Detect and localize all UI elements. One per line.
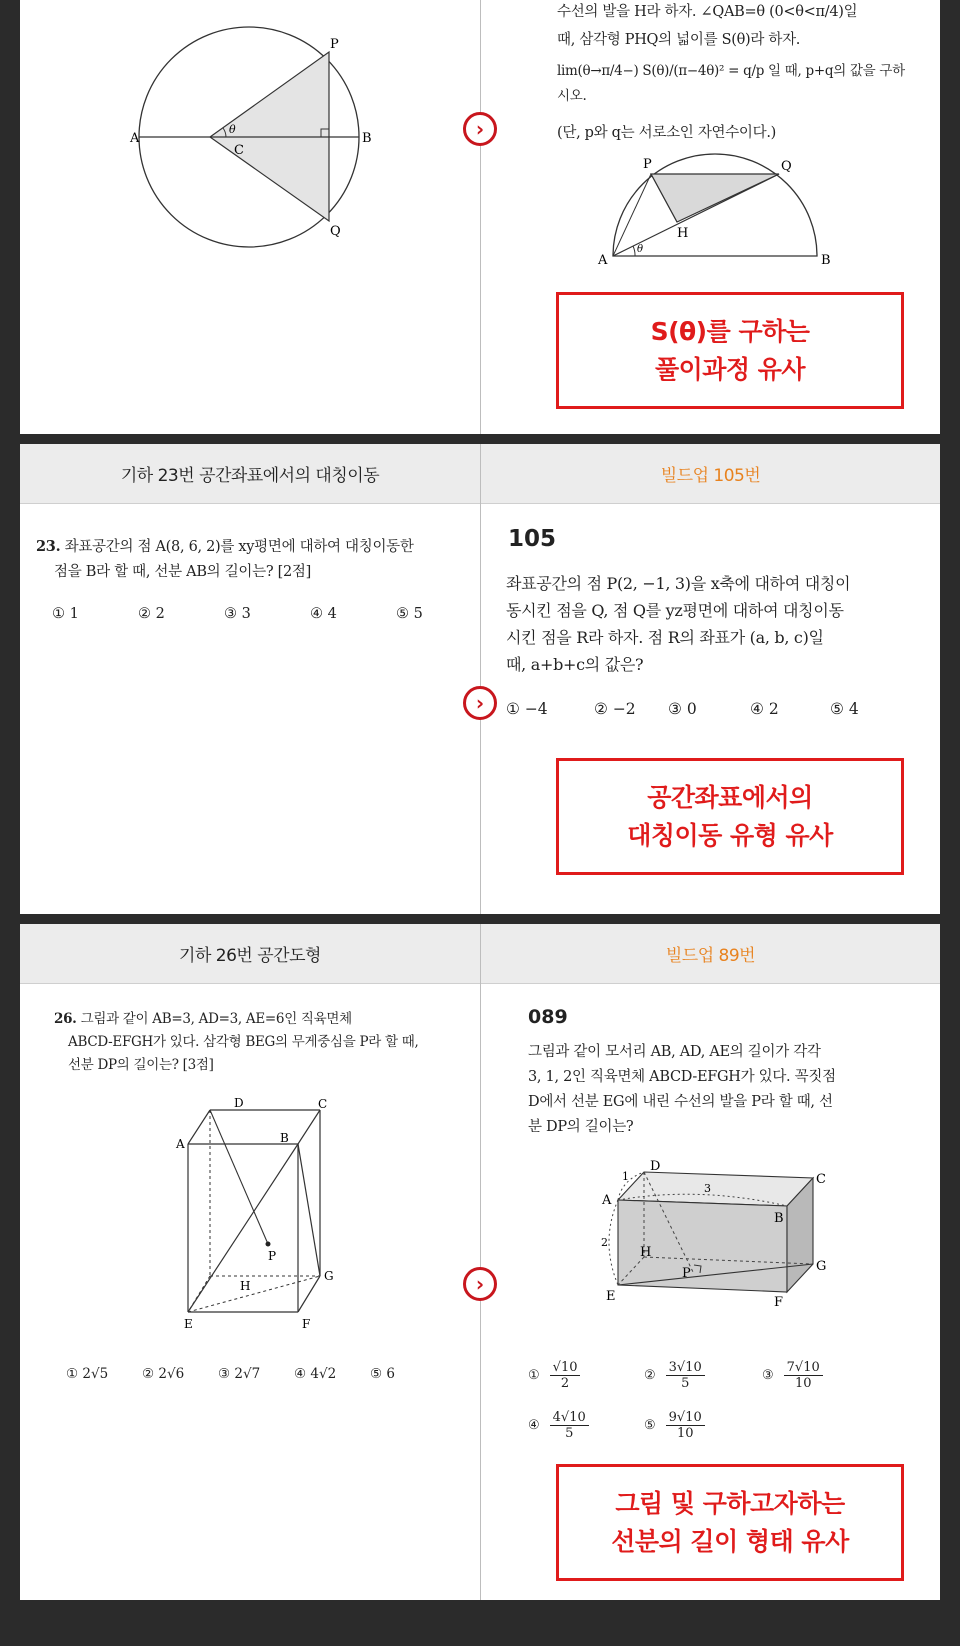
text-line: 수선의 발을 H라 하자. ∠QAB=θ (0<θ<π/4)일 [557,4,858,20]
choice: ④ 2 [750,700,779,718]
buildup-question-text [506,570,916,678]
exam-question-text [54,1008,474,1077]
choice [528,1360,580,1391]
choice: ⑤ 4 [830,700,859,718]
label-q: Q [781,159,792,174]
problem-text-top [557,0,917,146]
label-p: P [268,1249,277,1263]
choice [644,1360,705,1391]
text-line: 그림과 같이 모서리 AB, AD, AE의 길이가 각각 [528,1044,821,1060]
question-line-2: ABCD-EFGH가 있다. 삼각형 BEG의 무게중심을 P라 할 때, [68,1034,419,1050]
label-d: D [234,1096,244,1110]
text-line: (단, p와 q는 서로소인 자연수이다.) [557,125,777,141]
question-number: 26. [54,1011,77,1027]
question-number: 23. [36,538,61,555]
fraction-numerator: 9√10 [666,1410,705,1426]
choice: ① −4 [506,700,548,718]
similarity-note [556,758,904,875]
label-b: B [280,1131,289,1145]
label-c: C [234,143,244,158]
note-line: 공간좌표에서의 [647,782,813,812]
label-a: A [598,253,608,268]
note-line: 대칭이동 유형 유사 [627,820,833,850]
label-p: P [330,37,339,52]
question-line-3: 선분 DP의 길이는? [3점] [68,1057,214,1073]
label-a: A [176,1137,185,1151]
buildup-number: 105 [508,526,557,552]
label-b: B [362,131,372,146]
choice: ③ 2√7 [218,1366,261,1382]
choice: ③ 3 [224,606,251,622]
circle-triangle-figure [130,30,400,260]
exam-choices [52,606,423,622]
label-c: C [318,1097,328,1111]
fraction [784,1360,823,1391]
semicircle-figure [595,148,835,270]
chevron-right-icon: › [463,686,497,720]
question-line [36,534,476,560]
question-line-1: 그림과 같이 AB=3, AD=3, AE=6인 직육면체 [80,1011,352,1027]
label-length-1: 1 [622,1170,629,1183]
label-q: Q [330,224,341,239]
fraction-denominator: 5 [681,1376,690,1391]
cuboid-figure-buildup [600,1160,840,1310]
label-length-3: 3 [704,1182,711,1195]
comparison-block-3 [20,924,940,1600]
choice: ① 2√5 [66,1366,109,1382]
text-line: 때, 삼각형 PHQ의 넓이를 S(θ)라 하자. [557,32,801,48]
note-line: 선분의 길이 형태 유사 [611,1526,849,1556]
note-line: 풀이과정 유사 [654,354,806,384]
text-line: 3, 1, 2인 직육면체 ABCD-EFGH가 있다. 꼭짓점 [528,1069,836,1085]
column-divider [480,0,481,434]
choice: ③ 0 [668,700,697,718]
fraction-denominator: 10 [794,1376,812,1391]
label-b: B [821,253,831,268]
choice-mark: ④ [528,1418,540,1433]
label-h: H [640,1245,652,1260]
header-exam-question: 기하 26번 공간도형 [20,924,480,984]
fraction [550,1410,589,1441]
buildup-choices [506,700,859,718]
label-b: B [774,1211,784,1226]
similarity-note [556,1464,904,1581]
header-exam-question: 기하 23번 공간좌표에서의 대칭이동 [20,444,480,504]
label-f: F [774,1295,784,1310]
label-p: P [682,1266,691,1281]
text-line: D에서 선분 EG에 내린 수선의 발을 P라 할 때, 선 [528,1094,833,1110]
exam-choices [66,1366,395,1382]
question-line-2: 점을 B라 할 때, 선분 AB의 길이는? [2점] [54,564,311,580]
fraction-denominator: 5 [565,1426,574,1441]
fraction-denominator: 10 [676,1426,694,1441]
fraction-numerator: √10 [550,1360,581,1376]
choice-mark: ① [528,1368,540,1383]
note-line: 그림 및 구하고자하는 [615,1488,845,1518]
choice: ② 2 [138,606,165,622]
comparison-block-2 [20,444,940,914]
choice: ④ 4 [310,606,337,622]
column-divider [480,444,481,914]
choice-mark: ③ [762,1368,774,1383]
header-buildup-question: 빌드업 89번 [481,924,940,984]
choice-mark: ② [644,1368,656,1383]
question-line-1: 좌표공간의 점 A(8, 6, 2)를 xy평면에 대하여 대칭이동한 [64,539,414,555]
buildup-question-text [528,1040,908,1140]
note-line: S(θ)를 구하는 [650,316,810,346]
text-line: 때, a+b+c의 값은? [506,655,644,674]
question-line [54,1008,474,1031]
choice [762,1360,823,1391]
cuboid-figure-exam [176,1096,358,1346]
comparison-block-1 [20,0,940,434]
label-h: H [677,226,689,241]
fraction [666,1360,705,1391]
label-p: P [643,157,652,172]
text-line: 시킨 점을 R라 하자. 점 R의 좌표가 (a, b, c)일 [506,628,824,647]
limit-expression: lim(θ→π/4−) S(θ)/(π−4θ)² = q/p 일 때, p+q의 값을 구하시오. [557,63,905,104]
choice: ① 1 [52,606,79,622]
label-a: A [602,1193,612,1208]
fraction [666,1410,705,1441]
label-c: C [816,1172,826,1187]
label-theta: θ [637,244,644,255]
choice [528,1410,589,1441]
label-theta: θ [229,123,236,136]
choice [644,1410,705,1441]
fraction-numerator: 3√10 [666,1360,705,1376]
header-buildup-question: 빌드업 105번 [481,444,940,504]
label-f: F [302,1317,311,1331]
choice-mark: ⑤ [644,1418,656,1433]
text-line: 좌표공간의 점 P(2, −1, 3)을 x축에 대하여 대칭이 [506,574,851,593]
label-a: A [130,131,140,146]
label-g: G [324,1269,334,1283]
fraction-denominator: 2 [560,1376,570,1391]
fraction-numerator: 4√10 [550,1410,589,1426]
chevron-right-icon: › [463,112,497,146]
choice: ② −2 [594,700,636,718]
fraction [550,1360,581,1391]
label-g: G [816,1259,827,1274]
label-h: H [240,1279,251,1293]
label-length-2: 2 [601,1236,608,1249]
label-e: E [184,1317,193,1331]
similarity-note [556,292,904,409]
choice: ④ 4√2 [294,1366,337,1382]
buildup-number: 089 [528,1006,568,1028]
fraction-numerator: 7√10 [784,1360,823,1376]
chevron-right-icon: › [463,1267,497,1301]
text-line: 분 DP의 길이는? [528,1119,634,1135]
text-line: 동시킨 점을 Q, 점 Q를 yz평면에 대하여 대칭이동 [506,601,844,620]
choice: ② 2√6 [142,1366,185,1382]
choice: ⑤ 6 [370,1366,395,1382]
column-divider [480,924,481,1600]
label-d: D [650,1159,661,1174]
choice: ⑤ 5 [396,606,423,622]
exam-question-text [36,534,476,585]
label-e: E [606,1289,616,1304]
